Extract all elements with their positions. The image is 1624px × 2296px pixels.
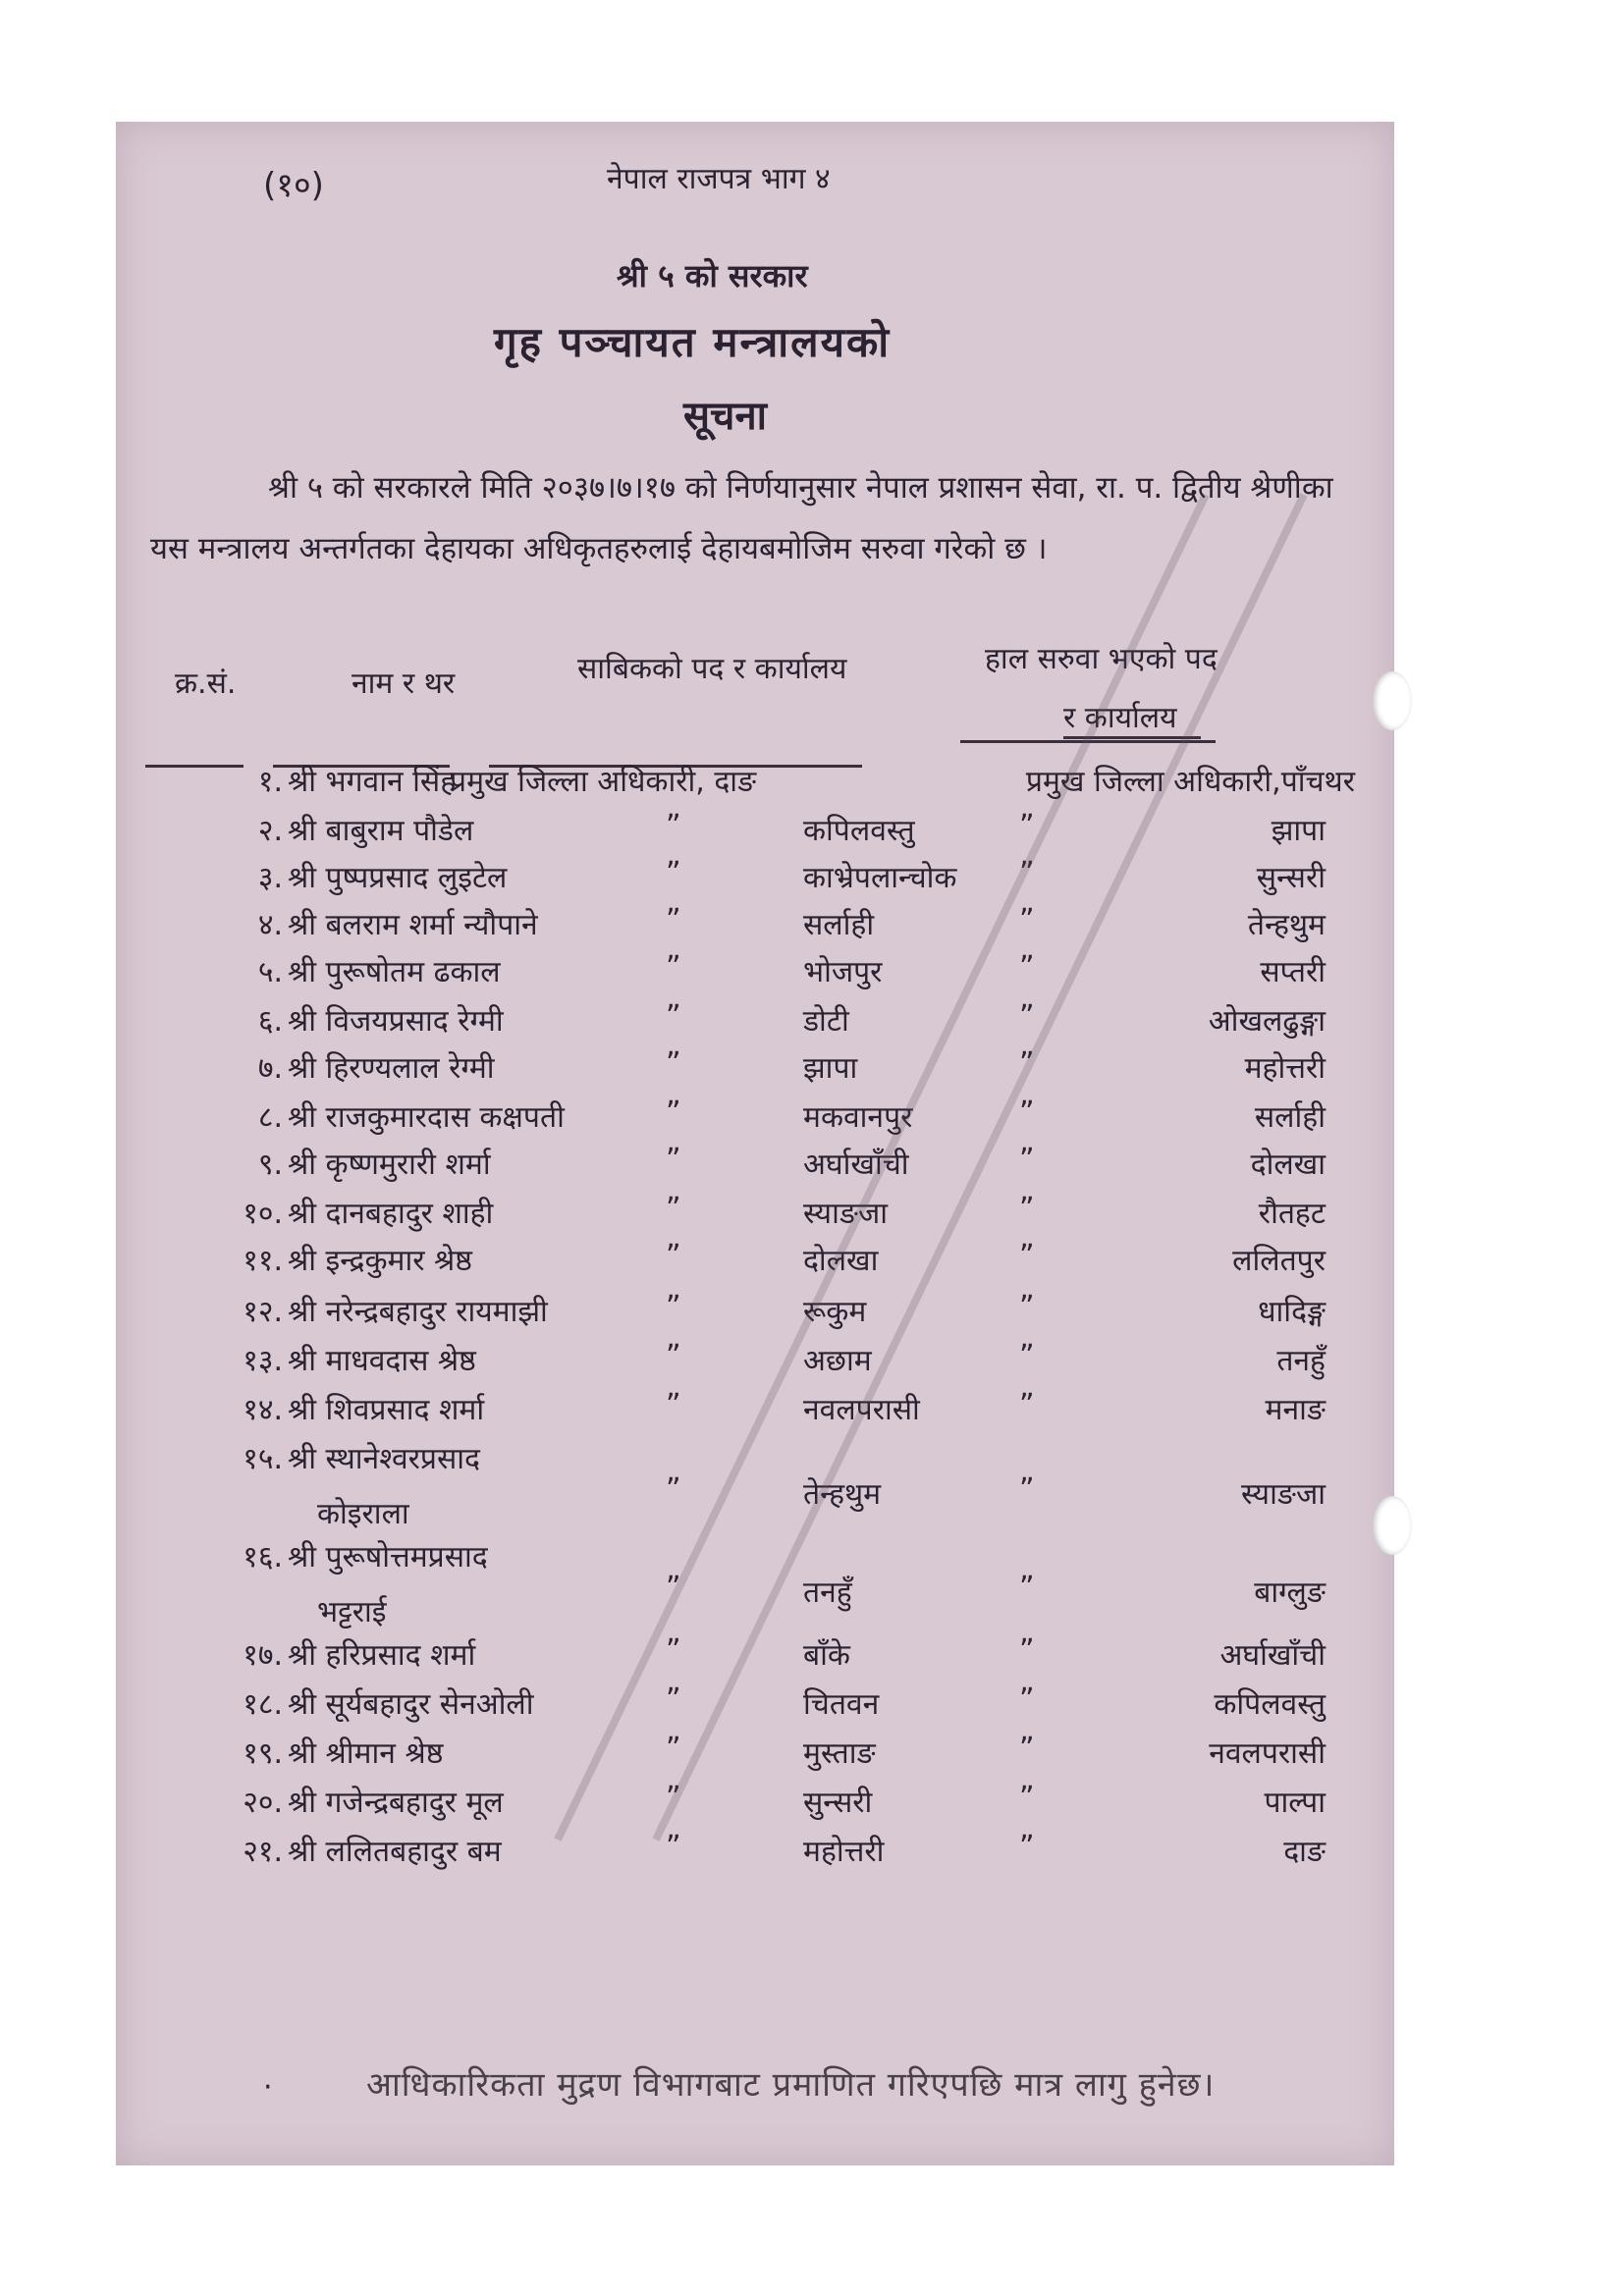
previous-office: झापा [803,1051,858,1086]
ditto-mark: ” [1019,1095,1035,1130]
running-title: नेपाल राजपत्र भाग ४ [607,162,831,196]
previous-office: मुस्ताङ [803,1736,876,1771]
employee-name: श्री दानबहादुर शाही [288,1197,494,1231]
current-office: झापा [1271,814,1326,848]
punch-hole-top [1373,671,1412,730]
ditto-mark: ” [1019,1781,1035,1815]
previous-office: काभ्रेपलान्चोक [803,861,957,895]
ditto-mark: ” [1019,903,1035,937]
previous-office: दोलखा [803,1244,879,1278]
previous-post-office: प्रमुख जिल्ला अधिकारी, दाङ [450,765,757,799]
previous-office: भोजपुर [803,955,883,989]
employee-name: श्री शिवप्रसाद शर्मा [288,1393,485,1427]
current-office: दोलखा [1250,1148,1326,1182]
serial-number: २०. [243,1786,283,1820]
employee-name: श्री हरिप्रसाद शर्मा [288,1638,476,1673]
ditto-mark: ” [666,999,681,1034]
current-office: कपिलवस्तु [1214,1687,1326,1722]
employee-name-line2: भट्टराई [317,1595,387,1629]
previous-office: बाँके [803,1638,850,1673]
ditto-mark: ” [666,1290,681,1324]
margin-dot: · [263,2070,273,2105]
serial-number: १०. [243,1197,283,1231]
ditto-mark: ” [1019,1571,1035,1605]
employee-name: श्री बाबुराम पौडेल [288,814,474,848]
employee-name: श्री राजकुमारदास कक्षपती [288,1100,565,1135]
column-rule-current [960,740,1216,743]
current-office: दाङ [1283,1835,1326,1869]
employee-name: श्री हिरण्यलाल रेग्मी [288,1051,495,1086]
ditto-mark: ” [666,1682,681,1717]
employee-name: श्री स्थानेश्वरप्रसाद [288,1442,480,1476]
serial-number: ११. [243,1244,283,1278]
ditto-mark: ” [666,1046,681,1081]
serial-number: १६. [243,1540,283,1575]
serial-number: ७. [257,1051,283,1086]
government-heading: श्री ५ को सरकार [617,257,808,294]
ditto-mark: ” [1019,1192,1035,1226]
previous-office: सर्लाही [803,908,875,942]
ditto-mark: ” [666,1472,681,1507]
ditto-mark: ” [666,1239,681,1273]
current-office: स्याङजा [1241,1477,1326,1512]
ditto-mark: ” [1019,1388,1035,1422]
ditto-mark: ” [666,950,681,985]
current-office: धादिङ्ग [1258,1295,1326,1329]
employee-name: श्री पुरूषोत्तमप्रसाद [288,1540,488,1575]
current-office: तनहुँ [1276,1344,1326,1378]
serial-number: ६. [257,1004,283,1039]
previous-office: कपिलवस्तु [803,814,915,848]
ditto-mark: ” [666,1571,681,1605]
employee-name: श्री श्रीमान श्रेष्ठ [288,1736,444,1771]
serial-number: १८. [243,1687,283,1722]
employee-name: श्री पुष्पप्रसाद लुइटेल [288,861,508,895]
employee-name: श्री इन्द्रकुमार श्रेष्ठ [288,1244,472,1278]
ditto-mark: ” [666,1192,681,1226]
document-page [116,122,1394,2165]
employee-name: श्री माधवदास श्रेष्ठ [288,1344,476,1378]
serial-number: १. [257,765,283,799]
current-office: मनाङ [1265,1393,1326,1427]
employee-name: श्री कृष्णमुरारी शर्मा [288,1148,491,1182]
previous-office: चितवन [803,1687,880,1722]
current-office: बाग्लुङ [1254,1575,1326,1610]
column-header-previous: साबिकको पद र कार्यालय [577,652,847,686]
previous-office: महोत्तरी [803,1835,885,1869]
previous-office: नवलपरासी [803,1393,920,1427]
employee-name: श्री ललितबहादुर बम [288,1835,502,1869]
ditto-mark: ” [1019,1339,1035,1373]
ditto-mark: ” [1019,1143,1035,1177]
ditto-mark: ” [1019,1830,1035,1864]
serial-number: २१. [243,1835,283,1869]
previous-office: डोटी [803,1004,849,1039]
ditto-mark: ” [666,1143,681,1177]
ditto-mark: ” [1019,1682,1035,1717]
ministry-heading: गृह पञ्चायत मन्त्रालयको [494,318,892,366]
employee-name: श्री भगवान सिंह [288,765,457,799]
ditto-mark: ” [666,1830,681,1864]
authentication-stamp-text: आधिकारिकता मुद्रण विभागबाट प्रमाणित गरिएपछि मात्र लागु हुनेछ। [366,2065,1216,2105]
serial-number: १४. [243,1393,283,1427]
column-header-name: नाम र थर [352,667,456,701]
employee-name: श्री सूर्यबहादुर सेनओली [288,1687,534,1722]
previous-office: स्याङजा [803,1197,888,1231]
punch-hole-bottom [1373,1496,1412,1555]
ditto-mark: ” [666,1633,681,1668]
current-office: पाल्पा [1264,1786,1326,1820]
previous-office: मकवानपुर [803,1100,913,1135]
ditto-mark: ” [1019,1633,1035,1668]
current-office: तेन्हथुम [1247,908,1326,942]
employee-name-line2: कोइराला [317,1497,409,1531]
current-office: सर्लाही [1254,1100,1326,1135]
previous-office: अर्घाखाँची [803,1148,909,1182]
serial-number: ५. [257,955,283,989]
ditto-mark: ” [1019,1732,1035,1766]
column-header-current: हाल सरुवा भएको पद [985,642,1218,676]
ditto-mark: ” [1019,1290,1035,1324]
serial-number: १२. [243,1295,283,1329]
current-office: ओखलढुङ्गा [1208,1004,1326,1039]
ditto-mark: ” [666,1732,681,1766]
serial-number: १७. [243,1638,283,1673]
ditto-mark: ” [666,1339,681,1373]
ditto-mark: ” [666,809,681,843]
employee-name: श्री गजेन्द्रबहादुर मूल [288,1786,504,1820]
current-office: महोत्तरी [1244,1051,1326,1086]
previous-office: सुन्सरी [803,1786,873,1820]
serial-number: १९. [243,1736,283,1771]
current-post-office: प्रमुख जिल्ला अधिकारी,पाँचथर [1025,765,1355,799]
notice-title: सूचना [683,394,767,439]
current-office: अर्घाखाँची [1219,1638,1326,1673]
serial-number: २. [257,814,283,848]
serial-number: ९. [257,1148,283,1182]
column-header-serial: क्र.सं. [175,667,237,701]
ditto-mark: ” [666,856,681,890]
employee-name: श्री विजयप्रसाद रेग्मी [288,1004,504,1039]
previous-office: तेन्हथुम [803,1477,882,1512]
ditto-mark: ” [1019,856,1035,890]
employee-name: श्री बलराम शर्मा न्यौपाने [288,908,538,942]
employee-name: श्री पुरूषोतम ढकाल [288,955,501,989]
ditto-mark: ” [1019,809,1035,843]
serial-number: १३. [243,1344,283,1378]
page-number: (१०) [263,166,324,205]
previous-office: रूकुम [803,1295,867,1329]
notice-paragraph: श्री ५ को सरकारले मिति २०३७।७।१७ को निर्णयानुसार नेपाल प्रशासन सेवा, रा. प. द्वितीय श्रेणीका यस मन्त्रालय अन्तर्गतका देहायका अधिकृतहरुलाई देहायबमोजिम सरुवा गरेको छ । [150,470,1333,566]
ditto-mark: ” [1019,1239,1035,1273]
ditto-mark: ” [1019,999,1035,1034]
column-header-current-line2: र कार्यालय [1063,701,1177,735]
serial-number: ३. [257,861,283,895]
serial-number: ८. [257,1100,283,1135]
ditto-mark: ” [1019,1046,1035,1081]
serial-number: ४. [257,908,283,942]
ditto-mark: ” [666,1388,681,1422]
ditto-mark: ” [1019,1472,1035,1507]
current-office: रौतहट [1258,1197,1326,1231]
current-office: सुन्सरी [1256,861,1326,895]
ditto-mark: ” [666,1095,681,1130]
previous-office: अछाम [803,1344,872,1378]
header-underline [1063,736,1201,739]
current-office: सप्तरी [1260,955,1326,989]
ditto-mark: ” [1019,950,1035,985]
current-office: ललितपुर [1232,1244,1326,1278]
previous-office: तनहुँ [803,1575,852,1610]
ditto-mark: ” [666,1781,681,1815]
serial-number: १५. [243,1442,283,1476]
current-office: नवलपरासी [1209,1736,1326,1771]
ditto-mark: ” [666,903,681,937]
employee-name: श्री नरेन्द्रबहादुर रायमाझी [288,1295,548,1329]
